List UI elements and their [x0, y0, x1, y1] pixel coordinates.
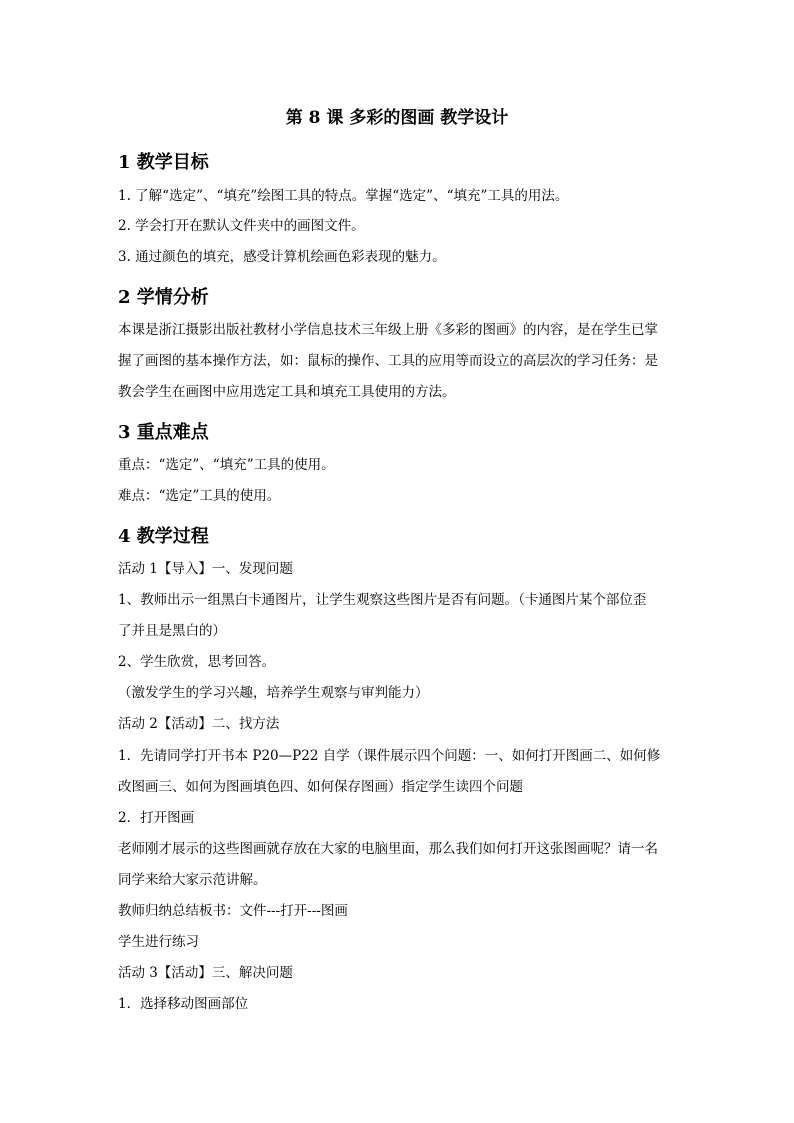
objective-line-1: 1. 了解“选定”、“填充”绘图工具的特点。掌握“选定”、“填充”工具的用法。 [118, 188, 569, 204]
process-line-11: 同学来给大家示范讲解。 [118, 872, 267, 888]
process-line-7: 1．先请同学打开书本 P20—P22 自学（课件展示四个问题：一、如何打开图画二、如何修 [118, 748, 661, 764]
process-line-10: 老师刚才展示的这些图画就存放在大家的电脑里面，那么我们如何打开这张图画呢？请一名 [118, 841, 658, 857]
objective-line-2: 2. 学会打开在默认文件夹中的画图文件。 [118, 218, 365, 234]
process-line-13: 学生进行练习 [118, 934, 199, 950]
objective-line-3: 3. 通过颜色的填充，感受计算机绘画色彩表现的魅力。 [118, 249, 446, 265]
process-line-9: 2．打开图画 [118, 810, 195, 826]
section-heading-objectives: 1 教学目标 [118, 152, 209, 173]
section-heading-key-points: 3 重点难点 [118, 422, 209, 443]
analysis-line-2: 握了画图的基本操作方法，如：鼠标的操作、工具的应用等而设立的高层次的学习任务：是 [118, 353, 658, 369]
process-line-14: 活动 3【活动】三、解决问题 [118, 965, 293, 981]
analysis-line-3: 教会学生在画图中应用选定工具和填充工具使用的方法。 [118, 384, 456, 400]
document-title: 第 8 课 多彩的图画 教学设计 [285, 108, 509, 128]
process-line-12: 教师归纳总结板书：文件---打开---图画 [118, 903, 348, 919]
process-line-4: 2、学生欣赏，思考回答。 [118, 654, 276, 670]
process-line-6: 活动 2【活动】二、找方法 [118, 716, 280, 732]
process-line-5: （激发学生的学习兴趣，培养学生观察与审判能力） [118, 685, 429, 701]
process-line-8: 改图画三、如何为图画填色四、如何保存图画）指定学生读四个问题 [118, 779, 523, 795]
process-line-1: 活动 1【导入】一、发现问题 [118, 561, 293, 577]
process-line-2: 1、教师出示一组黑白卡通图片，让学生观察这些图片是否有问题。（卡通图片某个部位歪 [118, 592, 647, 608]
process-line-15: 1．选择移动图画部位 [118, 996, 249, 1012]
section-heading-analysis: 2 学情分析 [118, 287, 209, 308]
analysis-line-1: 本课是浙江摄影出版社教材小学信息技术三年级上册《多彩的图画》的内容，是在学生已掌 [118, 322, 658, 338]
section-heading-process: 4 教学过程 [118, 526, 209, 547]
key-point-line: 重点：“选定”、“填充”工具的使用。 [118, 457, 335, 473]
difficulty-line: 难点：“选定”工具的使用。 [118, 488, 281, 504]
process-line-3: 了并且是黑白的） [118, 623, 226, 639]
